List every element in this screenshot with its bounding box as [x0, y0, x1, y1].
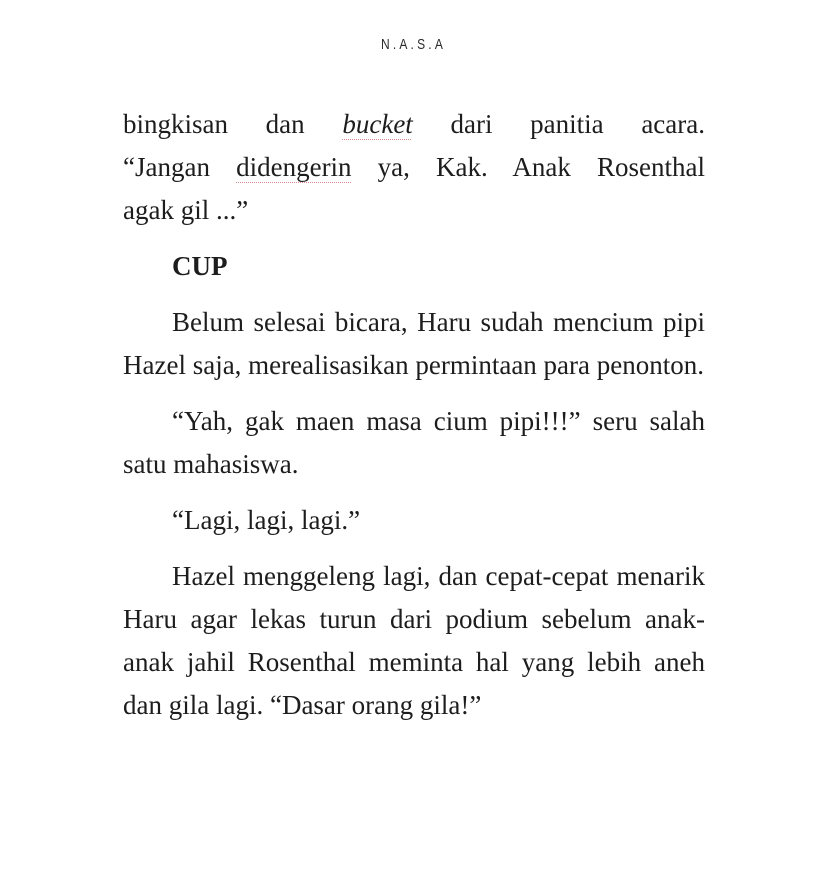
paragraph-1 [123, 103, 705, 232]
flagged-word-didengerin[interactable]: didengerin [236, 152, 352, 182]
paragraph-4: “Yah, gak maen masa cium pipi!!!” seru salah satu mahasiswa. [123, 406, 705, 479]
paragraph-1-text-start: bingkisan dan [123, 109, 343, 139]
paragraph-1-line-1 [123, 103, 705, 146]
paragraph-5: “Lagi, lagi, lagi.” [172, 505, 361, 535]
paragraph-3: Belum selesai bicara, Haru sudah mencium pipi Hazel saja, merealisasikan permintaan para penonton. [123, 307, 705, 380]
paragraph-1-line-3: agak gil ...” [123, 195, 249, 225]
paragraph-cup: CUP [172, 251, 228, 281]
italic-word-bucket[interactable]: bucket [342, 109, 413, 139]
paragraph-1-line-2-end: ya, Kak. Anak Rosenthal [351, 152, 705, 182]
paragraph-1-line-2 [123, 146, 705, 189]
book-header: N.A.S.A [380, 36, 447, 53]
paragraph-1-line-2-start: “Jangan [123, 152, 237, 182]
paragraph-6: Hazel menggeleng lagi, dan cepat-cepat menarik Haru agar lekas turun dari podium sebelum anak-anak jahil Rosenthal meminta hal yang lebih aneh dan gila lagi. “Dasar orang gila!” [123, 561, 705, 720]
paragraph-1-text-end: dari panitia acara. [412, 109, 705, 139]
page-body [123, 103, 705, 727]
